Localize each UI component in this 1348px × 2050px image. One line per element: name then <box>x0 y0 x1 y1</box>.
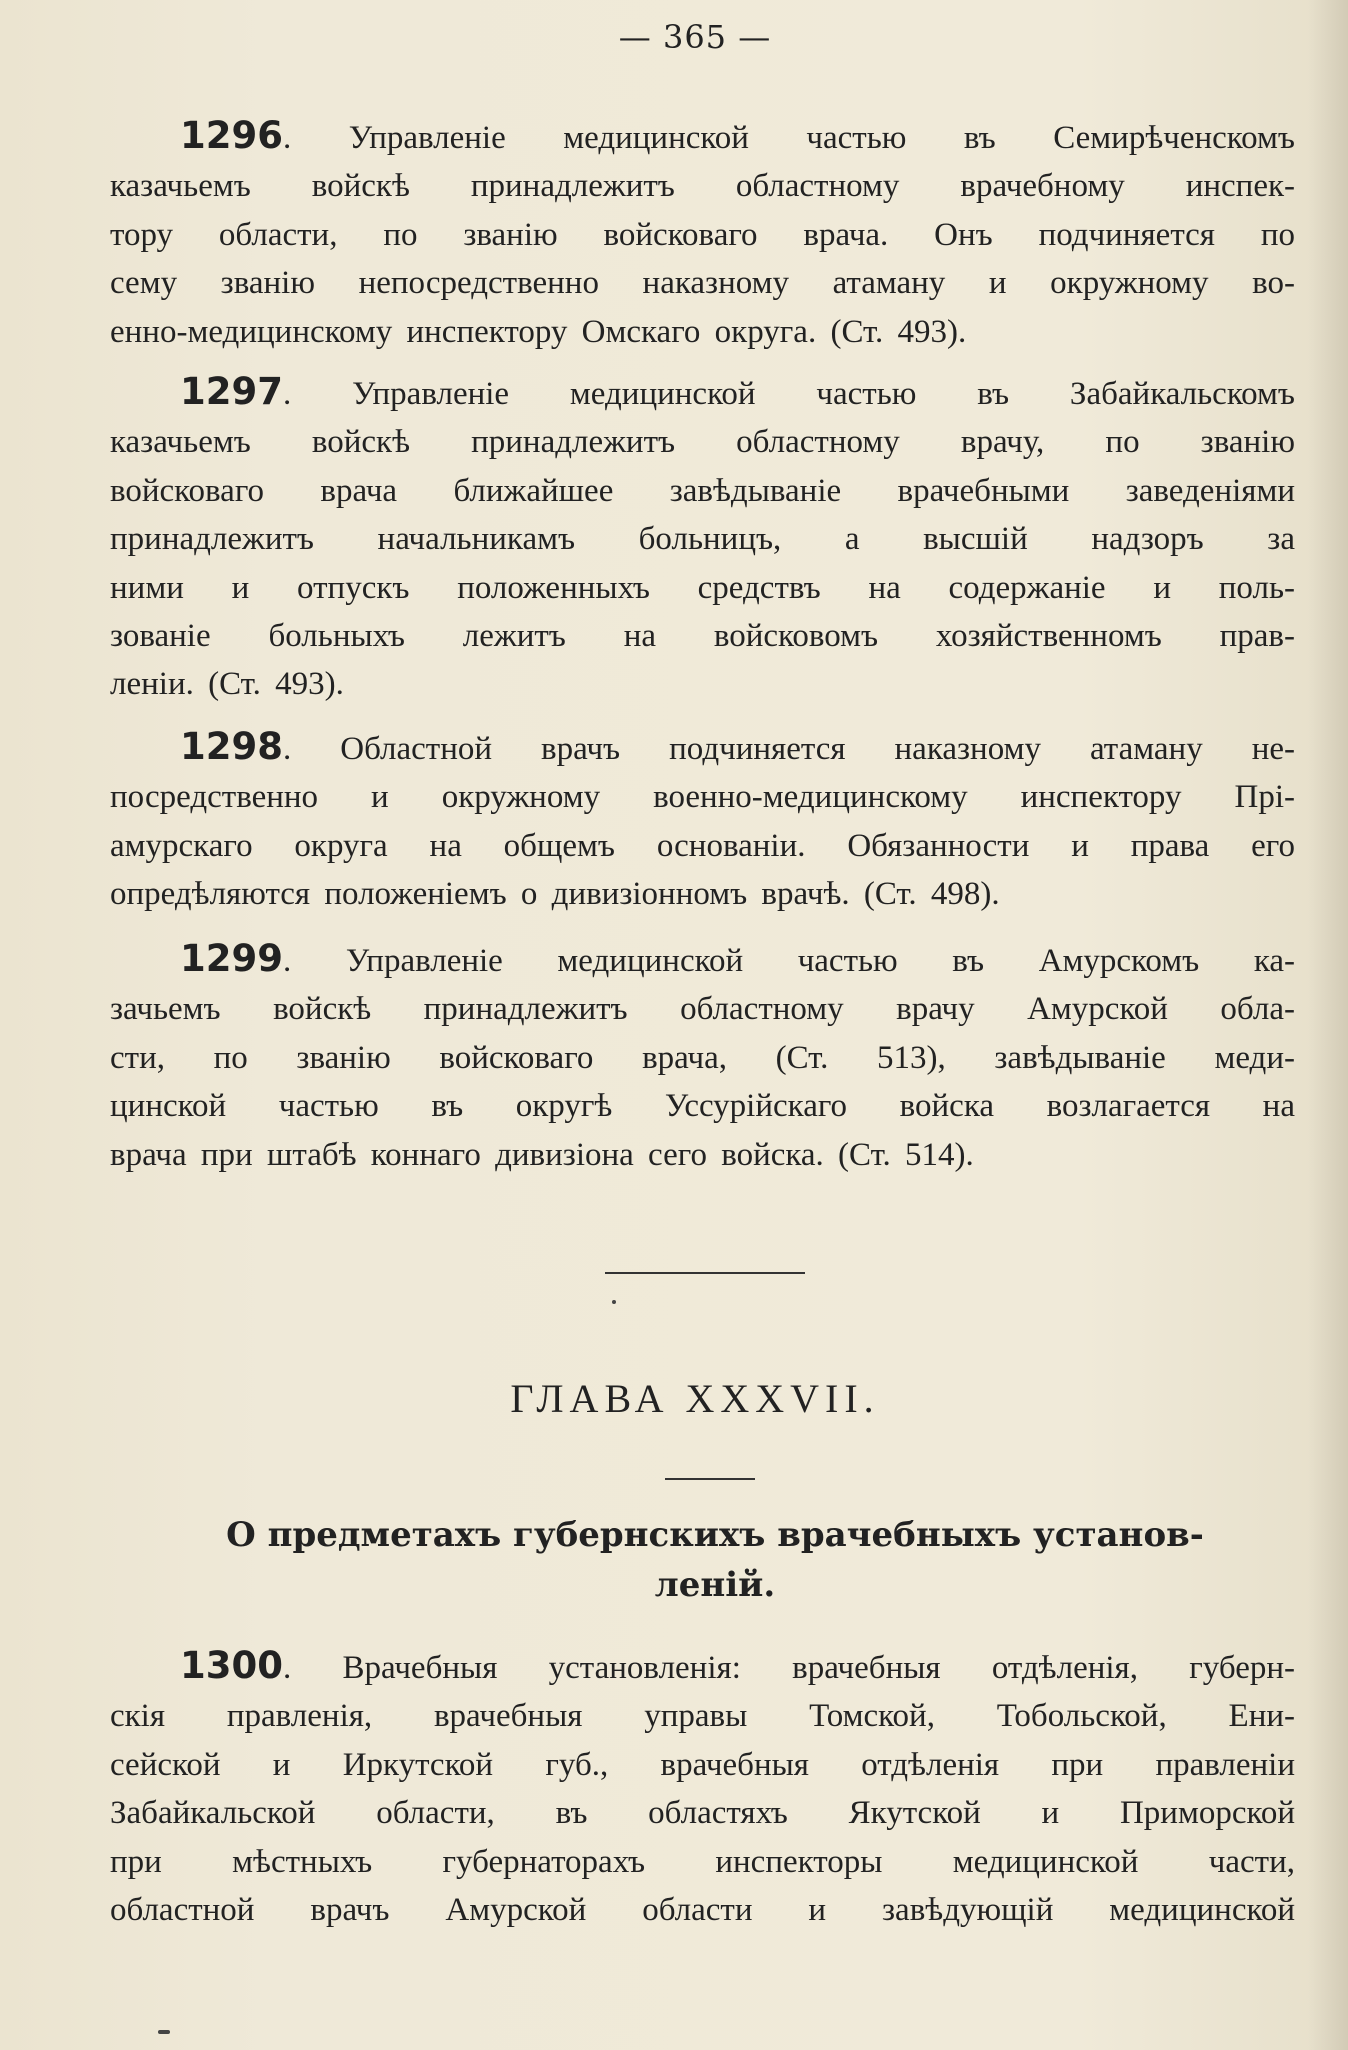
section-heading-line: леній. <box>654 1565 776 1605</box>
article-line: цинской частью въ округѣ Уссурійскаго войска возлагается на <box>110 1088 1295 1125</box>
article-line: Забайкальской области, въ областяхъ Якутской и Приморской <box>110 1795 1295 1832</box>
article-line: 1298. Областной врачъ подчиняется наказному атаману не- <box>180 725 1295 768</box>
page-number: — 365 — <box>618 18 772 56</box>
article-line: 1296. Управленіе медицинской частью въ Семирѣченскомъ <box>180 114 1295 157</box>
section-heading <box>140 1510 1290 1610</box>
article-line: скія правленія, врачебныя управы Томской, Тобольской, Ени- <box>110 1698 1295 1735</box>
chapter-title: ГЛАВА XXXVII. <box>510 1376 880 1421</box>
article-line: ними и отпускъ положенныхъ средствъ на содержаніе и поль- <box>110 569 1295 606</box>
article-number: 1297 <box>180 370 283 413</box>
article-line: 1297. Управленіе медицинской частью въ Забайкальскомъ <box>180 370 1295 413</box>
article-number: 1296 <box>180 114 283 157</box>
article-line: сейской и Иркутской губ., врачебныя отдѣленія при правленіи <box>110 1746 1295 1783</box>
article-line: зачьемъ войскѣ принадлежитъ областному врачу Амурской обла- <box>110 991 1295 1028</box>
article-line: 1299. Управленіе медицинской частью въ Амурскомъ ка- <box>180 937 1295 980</box>
article-1298 <box>110 723 1295 919</box>
ink-speck <box>158 2030 170 2034</box>
article-line: принадлежитъ начальникамъ больницъ, а высшій надзоръ за <box>110 521 1295 558</box>
article-line: областной врачъ Амурской области и завѣдующій медицинской <box>110 1892 1295 1929</box>
article-1296 <box>110 112 1295 356</box>
article-line: сти, по званію войсковаго врача, (Ст. 513), завѣдываніе меди- <box>110 1039 1295 1076</box>
article-line: посредственно и окружному военно-медицинскому инспектору Прі- <box>110 779 1295 816</box>
chapter-underline-rule <box>665 1478 755 1480</box>
article-line: амурскаго округа на общемъ основаніи. Обязанности и права его <box>110 827 1295 864</box>
article-line: леніи. (Ст. 493). <box>110 666 344 703</box>
article-line: 1300. Врачебныя установленія: врачебныя отдѣленія, губерн- <box>180 1644 1295 1687</box>
page-edge-shadow <box>1308 0 1348 2050</box>
article-line: казачьемъ войскѣ принадлежитъ областному врачебному инспек- <box>110 168 1295 205</box>
section-divider-rule <box>605 1272 805 1274</box>
article-line: войсковаго врача ближайшее завѣдываніе врачебными заведеніями <box>110 472 1295 509</box>
article-number: 1299 <box>180 937 283 980</box>
article-line: казачьемъ войскѣ принадлежитъ областному врачу, по званію <box>110 424 1295 461</box>
article-line: енно-медицинскому инспектору Омскаго округа. (Ст. 493). <box>110 313 967 350</box>
article-1300 <box>110 1642 1295 1934</box>
article-number: 1300 <box>180 1644 283 1687</box>
article-1299 <box>110 935 1295 1179</box>
article-line: при мѣстныхъ губернаторахъ инспекторы медицинской части, <box>110 1843 1295 1880</box>
article-line: зованіе больныхъ лежитъ на войсковомъ хозяйственномъ прав- <box>110 618 1295 655</box>
section-heading-line: О предметахъ губернскихъ врачебныхъ установ- <box>226 1515 1204 1555</box>
article-line: тору области, по званію войсковаго врача. Онъ подчиняется по <box>110 216 1295 253</box>
article-1297 <box>110 368 1295 709</box>
article-line: врача при штабѣ коннаго дивизіона сего войска. (Ст. 514). <box>110 1136 974 1173</box>
article-line: сему званію непосредственно наказному атаману и окружному во- <box>110 265 1295 302</box>
article-line: опредѣляются положеніемъ о дивизіонномъ врачѣ. (Ст. 498). <box>110 876 1000 913</box>
ink-speck <box>612 1300 616 1304</box>
article-number: 1298 <box>180 725 283 768</box>
